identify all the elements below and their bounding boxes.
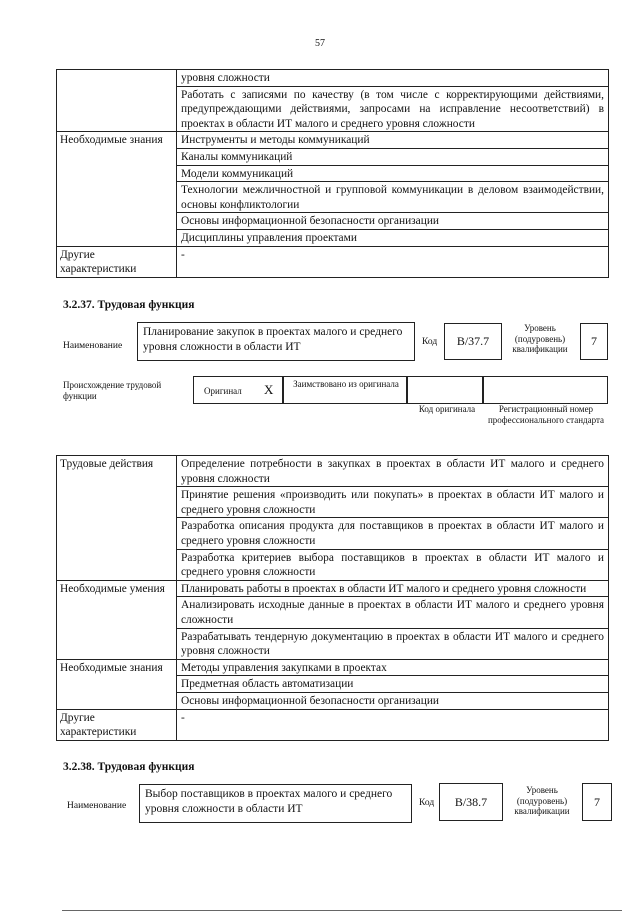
list-item: Инструменты и методы коммуникаций [177,132,609,149]
list-item: Основы информационной безопасности организации [177,213,609,230]
section-heading: 3.2.38. Трудовая функция [63,761,195,773]
list-item: Принятие решения «производить или покупать» в проектах в области ИТ малого и среднего уровня сложности [177,487,609,518]
table-cell: уровня сложности [177,70,609,87]
list-item: Методы управления закупками в проектах [177,659,609,676]
table-cell-empty [57,70,177,132]
name-value: Планирование закупок в проектах малого и среднего уровня сложности в области ИТ [143,326,403,353]
list-item: Модели коммуникаций [177,165,609,182]
function-table [56,455,609,741]
other-label: Другие характеристики [57,246,177,277]
page-number: 57 [315,38,325,49]
name-box [139,784,412,823]
name-value: Выбор поставщиков в проектах малого и среднего уровня сложности в области ИТ [145,788,393,815]
name-label: Наименование [63,341,123,351]
code-box [439,783,503,821]
other-value: - [177,709,609,740]
list-item: Основы информационной безопасности организации [177,692,609,709]
list-item: Определение потребности в закупках в проектах в области ИТ малого и среднего уровня сложности [177,456,609,487]
section-heading: 3.2.37. Трудовая функция [63,299,195,311]
page-bottom-edge [62,910,622,911]
list-item: Технологии межличностной и групповой коммуникации в деловом взаимодействии, основы конфликтологии [177,182,609,213]
code-value: B/37.7 [456,334,490,348]
orig-code-label: Код оригинала [418,404,476,414]
code-value: B/38.7 [454,794,488,809]
borrowed-cell [283,376,407,404]
borrowed-label: Заимствовано из оригинала [293,379,399,389]
reg-number-label: Регистрационный номер профессионального стандарта [487,404,605,425]
other-label: Другие характеристики [57,709,177,740]
skills-label: Необходимые умения [57,580,177,659]
original-cell [193,376,283,404]
knowledge-label: Необходимые знания [57,132,177,246]
name-box [137,322,415,361]
other-value: - [177,246,609,277]
reg-number-cell [483,376,608,404]
level-box [582,783,612,821]
list-item: Анализировать исходные данные в проектах в области ИТ малого и среднего уровня сложности [177,597,609,628]
code-label: Код [422,337,438,347]
level-box [580,323,608,360]
list-item: Планировать работы в проектах в области ИТ малого и среднего уровня сложности [177,580,609,597]
list-item: Разрабатывать тендерную документацию в проектах в области ИТ малого и среднего уровня сложности [177,628,609,659]
list-item: Дисциплины управления проектами [177,229,609,246]
name-label: Наименование [67,801,127,811]
original-label: Оригинал [204,386,242,396]
code-box [444,323,502,360]
level-value: 7 [594,794,600,809]
continuation-table [56,69,609,278]
knowledge-label: Необходимые знания [57,659,177,709]
level-label: Уровень (подуровень) квалификации [514,785,570,816]
list-item: Разработка критериев выбора поставщиков в проектах в области ИТ малого и среднего уровня сложности [177,549,609,580]
origin-label: Происхождение трудовой функции [63,380,162,401]
code-label: Код [419,798,435,808]
list-item: Разработка описания продукта для поставщиков в проектах в области ИТ малого и среднего уровня сложности [177,518,609,549]
list-item: Предметная область автоматизации [177,676,609,693]
table-cell: Работать с записями по качеству (в том числе с корректирующими действиями, предупреждающими действиями, запросами на исправление несоответствий) в проектах в области ИТ малого и среднего уровня сложности [177,86,609,132]
actions-label: Трудовые действия [57,456,177,581]
list-item: Каналы коммуникаций [177,148,609,165]
level-value: 7 [591,334,597,348]
orig-code-cell [407,376,483,404]
original-mark: X [264,382,274,397]
level-label: Уровень (подуровень) квалификации [512,323,568,354]
